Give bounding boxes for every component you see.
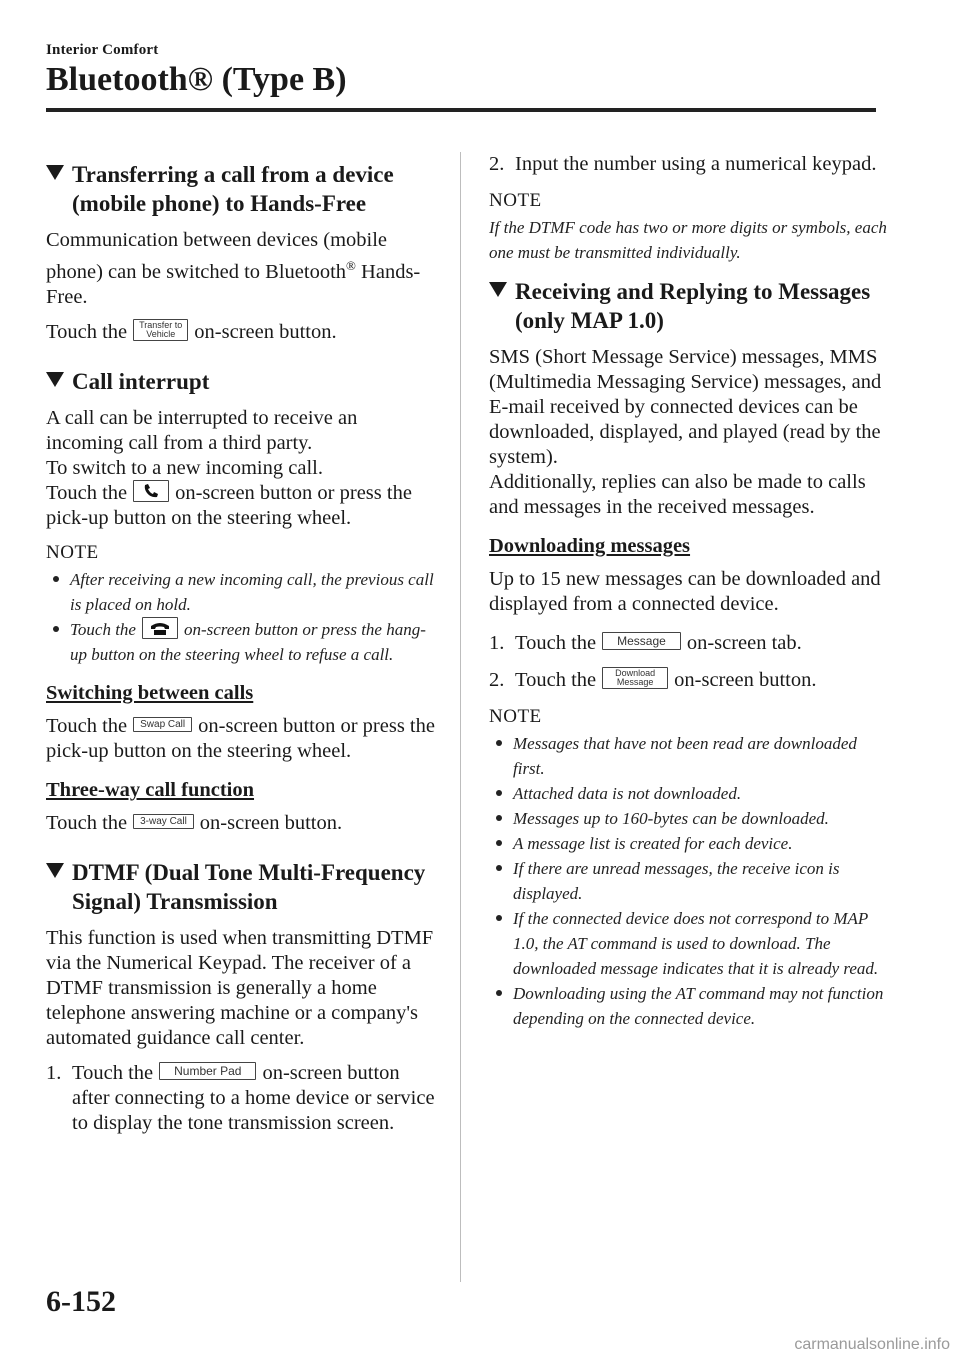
watermark: carmanualsonline.info bbox=[794, 1336, 950, 1353]
transfer-instruction: Touch the Transfer to Vehicle on-screen button. bbox=[46, 320, 337, 343]
note-heading: NOTE bbox=[489, 706, 542, 727]
triangle-bullet-icon bbox=[46, 863, 64, 878]
page-title: Bluetooth® (Type B) bbox=[46, 61, 347, 98]
note-item: Touch the on-screen button or press the hang-up button on the steering wheel to refuse a call. bbox=[46, 617, 436, 667]
dtmf-note-text: If the DTMF code has two or more digits or symbols, each one must be transmitted individually. bbox=[489, 218, 887, 262]
three-way-instruction: Touch the 3-way Call on-screen button. bbox=[46, 812, 343, 835]
dtmf-steps-continued bbox=[489, 152, 889, 177]
message-tab[interactable]: Message bbox=[602, 632, 681, 650]
step-item: 1. Touch the Number Pad on-screen button after connecting to a home device or service to display the tone transmission screen. bbox=[46, 1062, 435, 1135]
note-item: Messages up to 160-bytes can be downloaded. bbox=[489, 806, 889, 831]
hangup-phone-button[interactable] bbox=[142, 617, 178, 639]
right-column bbox=[489, 152, 889, 1045]
note-heading: NOTE bbox=[489, 190, 542, 211]
subheading-downloading: Downloading messages bbox=[489, 535, 691, 557]
heading-transfer-call: Transferring a call from a device (mobile phone) to Hands-Free bbox=[46, 160, 436, 218]
dtmf-steps bbox=[46, 1061, 436, 1136]
download-notes bbox=[489, 731, 889, 1031]
note-item: Attached data is not downloaded. bbox=[489, 781, 889, 806]
heading-dtmf: DTMF (Dual Tone Multi-Frequency Signal) Transmission bbox=[46, 858, 436, 916]
triangle-bullet-icon bbox=[489, 282, 507, 297]
heading-call-interrupt: Call interrupt bbox=[46, 367, 436, 396]
interrupt-switch-text: To switch to a new incoming call. bbox=[46, 457, 323, 479]
pickup-phone-button[interactable] bbox=[133, 480, 169, 502]
three-way-call-button[interactable]: 3-way Call bbox=[133, 814, 194, 829]
note-heading: NOTE bbox=[46, 542, 99, 563]
heading-messages: Receiving and Replying to Messages (only MAP 1.0) bbox=[489, 277, 889, 335]
page-number: 6-152 bbox=[46, 1285, 116, 1318]
swap-call-button[interactable]: Swap Call bbox=[133, 717, 192, 732]
number-pad-button[interactable]: Number Pad bbox=[159, 1062, 256, 1080]
download-steps bbox=[489, 631, 889, 693]
note-item: A message list is created for each device. bbox=[489, 831, 889, 856]
header-rule bbox=[46, 108, 876, 112]
phone-pickup-icon bbox=[143, 483, 159, 499]
messages-description: SMS (Short Message Service) messages, MMS (Multimedia Messaging Service) messages, and E-mail received by connected devices can be downloaded, displayed, and played (read by the system). bbox=[489, 346, 882, 468]
switching-instruction: Touch the Swap Call on-screen button or press the pick-up button on the steering wheel. bbox=[46, 715, 435, 763]
phone-hangup-icon bbox=[150, 620, 170, 636]
messages-replies-text: Additionally, replies can also be made to calls and messages in the received messages. bbox=[489, 471, 866, 518]
triangle-bullet-icon bbox=[46, 165, 64, 180]
subheading-three-way: Three-way call function bbox=[46, 779, 255, 802]
transfer-to-vehicle-button[interactable]: Transfer to Vehicle bbox=[133, 319, 188, 341]
step-item: 1. Touch the Message on-screen tab. bbox=[489, 632, 802, 654]
column-divider bbox=[460, 152, 461, 1282]
note-item: After receiving a new incoming call, the previous call is placed on hold. bbox=[46, 567, 436, 617]
left-column bbox=[46, 152, 436, 1148]
interrupt-notes bbox=[46, 567, 436, 667]
step-item: 2. Input the number using a numerical keypad. bbox=[489, 153, 877, 175]
note-item: Messages that have not been read are downloaded first. bbox=[489, 731, 889, 781]
download-message-button[interactable]: Download Message bbox=[602, 667, 668, 689]
triangle-bullet-icon bbox=[46, 372, 64, 387]
note-item: If there are unread messages, the receive icon is displayed. bbox=[489, 856, 889, 906]
subheading-switching-calls: Switching between calls bbox=[46, 682, 254, 705]
downloading-description: Up to 15 new messages can be downloaded and displayed from a connected device. bbox=[489, 568, 881, 615]
dtmf-description: This function is used when transmitting DTMF via the Numerical Keypad. The receiver of a DTMF transmission is generally a home telephone answering machine or a company's automated guidance call center. bbox=[46, 927, 434, 1050]
interrupt-instruction: Touch the on-screen button or press the pick-up button on the steering wheel. bbox=[46, 482, 412, 529]
note-item: If the connected device does not correspond to MAP 1.0, the AT command is used to download. The downloaded message indicates that it is already read. bbox=[489, 906, 889, 981]
section-label: Interior Comfort bbox=[46, 42, 159, 58]
note-item: Downloading using the AT command may not function depending on the connected device. bbox=[489, 981, 889, 1031]
transfer-description: Communication between devices (mobile phone) can be switched to Bluetooth® Hands-Free. bbox=[46, 229, 421, 308]
interrupt-description: A call can be interrupted to receive an incoming call from a third party. bbox=[46, 407, 358, 454]
step-item: 2. Touch the Download Message on-screen button. bbox=[489, 668, 817, 691]
